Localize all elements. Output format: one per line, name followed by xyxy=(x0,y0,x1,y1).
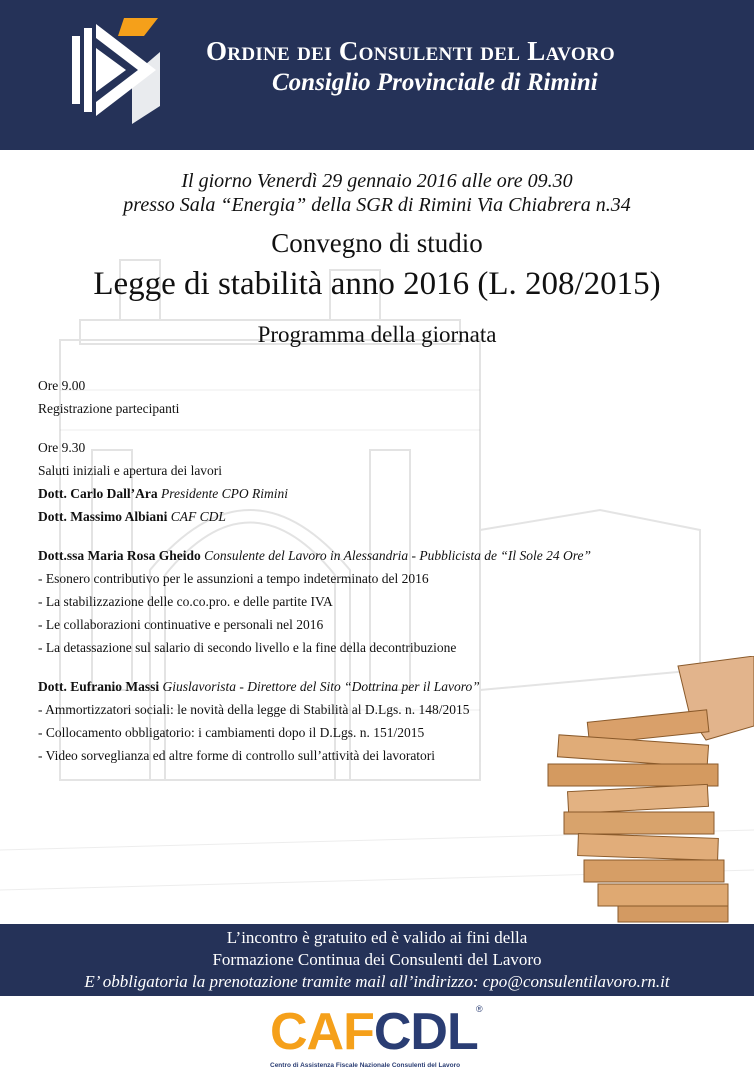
speaker-line xyxy=(38,482,738,505)
topic-item: - La stabilizzazione delle co.co.pro. e delle partite IVA xyxy=(38,594,333,609)
speaker-role: Consulente del Lavoro in Alessandria - Pubblicista de “Il Sole 24 Ore” xyxy=(204,548,591,563)
caf-cdl-logo xyxy=(270,1002,492,1074)
programme-item: Saluti iniziali e apertura dei lavori xyxy=(38,463,223,478)
topic-item: - Le collaborazioni continuative e personali nel 2016 xyxy=(38,617,324,632)
speaker-role: Presidente CPO Rimini xyxy=(160,486,288,501)
registered-mark: ® xyxy=(476,1004,483,1014)
event-title: Legge di stabilità anno 2016 (L. 208/2015) xyxy=(93,266,661,302)
event-date: Il giorno Venerdì 29 gennaio 2016 alle ore 09.30 xyxy=(181,170,573,192)
programme-heading: Programma della giornata xyxy=(257,322,497,347)
footer-line: L’incontro è gratuito ed è valido ai fini della xyxy=(226,928,528,947)
programme-item: Registrazione partecipanti xyxy=(38,401,180,416)
registration-note: E’ obbligatoria la prenotazione tramite mail all’indirizzo: cpo@consulentilavoro.rn.it xyxy=(84,972,670,991)
speaker-name: Dott. Carlo Dall’Ara xyxy=(38,486,158,501)
topic-item: - La detassazione sul salario di secondo livello e la fine della decontribuzione xyxy=(38,640,457,655)
speaker-name: Dott. Massimo Albiani xyxy=(38,509,168,524)
header-banner xyxy=(0,0,754,150)
speaker-role: CAF CDL xyxy=(170,509,226,524)
footer-line: Formazione Continua dei Consulenti del Lavoro xyxy=(212,950,542,969)
event-location: presso Sala “Energia” della SGR di Rimini Via Chiabrera n.34 xyxy=(123,194,631,216)
speaker-name: Dott.ssa Maria Rosa Gheido xyxy=(38,548,201,563)
ordine-logo-icon xyxy=(68,14,164,126)
speaker-role: Giuslavorista - Direttore del Sito “Dottrina per il Lavoro” xyxy=(162,679,480,694)
topic-item: - Esonero contributivo per le assunzioni a tempo indeterminato del 2016 xyxy=(38,571,429,586)
time-slot: Ore 9.00 xyxy=(38,378,86,393)
caf-tagline: Centro di Assistenza Fiscale Nazionale Consulenti del Lavoro xyxy=(270,1062,461,1069)
org-name: Ordine dei Consulenti del Lavoro xyxy=(206,36,616,66)
event-type: Convegno di studio xyxy=(271,228,483,258)
topic-item: - Collocamento obbligatorio: i cambiamenti dopo il D.Lgs. n. 151/2015 xyxy=(38,725,425,740)
jenga-tower-image xyxy=(528,656,754,924)
topic-item: - Ammortizzatori sociali: le novità della legge di Stabilità al D.Lgs. n. 148/2015 xyxy=(38,702,470,717)
council-name: Consiglio Provinciale di Rimini xyxy=(272,69,598,96)
topic-item: - Video sorveglianza ed altre forme di controllo sull’attività dei lavoratori xyxy=(38,748,436,763)
speaker-line xyxy=(38,544,738,567)
cdl-word: CDL xyxy=(373,1003,478,1061)
speaker-line xyxy=(38,505,738,528)
time-slot: Ore 9.30 xyxy=(38,440,86,455)
speaker-name: Dott. Eufranio Massi xyxy=(38,679,160,694)
footer-banner xyxy=(0,924,754,996)
caf-word: CAF xyxy=(270,1003,374,1061)
